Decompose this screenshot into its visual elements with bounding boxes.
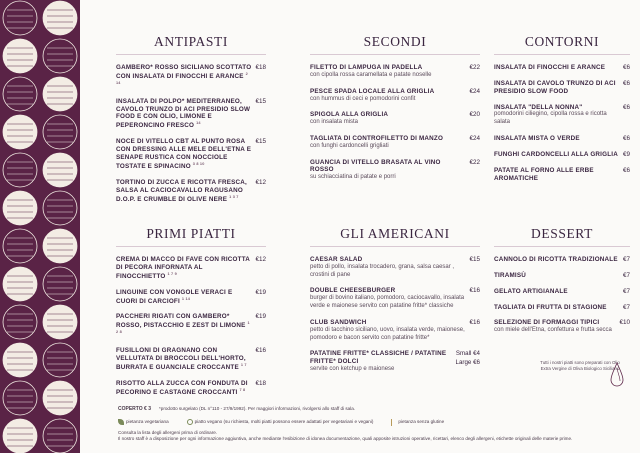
primi-menu-item	[116, 313, 266, 339]
secondi-menu-item	[310, 111, 480, 127]
menu-item-name-text: INSALATA DI CAVOLO TRUNZO DI ACI PRESIDIO SLOW FOOD	[494, 79, 616, 95]
allergen-codes: 1 14	[181, 296, 191, 301]
secondi-title: SECONDI	[310, 34, 480, 55]
menu-item-name-text: LINGUINE CON VONGOLE VERACI E CUORI DI CARCIOFI	[116, 288, 233, 305]
menu-item-text	[116, 256, 251, 281]
menu-item-name	[310, 135, 443, 143]
menu-item-name-text: NOCE DI VITELLO CBT AL PUNTO ROSA CON DRESSING ALLE MELE DELL'ETNA E SENAPE RUSTICA CON NOCCIOLE TOSTATE E SPINACINO	[116, 138, 252, 170]
menu-item-text	[494, 319, 612, 335]
dessert-menu-item	[494, 256, 630, 264]
menu-item-name-text: INSALATA "DELLA NONNA"	[494, 103, 583, 111]
menu-item-price: €15	[255, 97, 266, 105]
menu-item-name	[116, 256, 251, 281]
menu-item-name	[310, 319, 465, 327]
menu-item-name-text: SELEZIONE DI FORMAGGI TIPICI	[494, 319, 600, 327]
menu-item-price: €6	[622, 166, 630, 174]
menu-item-price: €22	[469, 158, 480, 166]
menu-item-name	[310, 256, 465, 264]
menu-item-name	[494, 167, 619, 183]
menu-item-name	[310, 350, 452, 366]
menu-item-text	[310, 111, 388, 127]
menu-item-price: €12	[255, 256, 266, 263]
menu-item-price: €12	[255, 178, 266, 186]
menu-item-name-text: CAESAR SALAD	[310, 256, 363, 263]
menu-item-price: €15	[469, 256, 480, 263]
antipasti-title: ANTIPASTI	[116, 34, 266, 55]
menu-item-name	[494, 135, 580, 143]
menu-item-description: servite con ketchup e maionese	[310, 366, 395, 373]
menu-item-name-text: PESCE SPADA LOCALE ALLA GRIGLIA	[310, 87, 435, 95]
contorni-title: CONTORNI	[494, 34, 630, 55]
menu-item-name	[494, 151, 618, 159]
menu-item-text	[116, 179, 251, 204]
size-label: Large	[455, 358, 472, 366]
menu-item-price: €7	[622, 271, 630, 279]
secondi-menu-item	[310, 88, 480, 104]
menu-item-name-text: TAGLIATA DI FRUTTA DI STAGIONE	[494, 303, 607, 311]
menu-item-price: €9	[622, 150, 630, 158]
menu-item-price: €24	[469, 87, 480, 95]
menu-item-text	[116, 98, 251, 131]
menu-item-name	[494, 64, 605, 72]
menu-item-name-text: GUANCIA DI VITELLO BRASATA AL VINO ROSSO	[310, 158, 441, 174]
legend-vegan: piatto vegano (su richiesta, molti piatti possono essere adattati per vegetariani e vegani)	[187, 419, 374, 426]
menu-item-price: €20	[469, 111, 480, 119]
frozen-note: *prodotto surgelato (DL n°110 - 27/9/1992). Per maggiori informazioni, rivolgersi allo staff di sala.	[158, 406, 356, 412]
antipasti-menu-item	[116, 138, 266, 171]
menu-item-name	[116, 98, 251, 131]
olive-oil-note: Tutti i nostri piatti sono preparati con Olio Extra Vergine di Oliva Biologico Siciliano	[540, 360, 620, 372]
menu-item-name-text: TAGLIATA DI CONTROFILETTO DI MANZO	[310, 134, 444, 142]
antipasti-section	[116, 34, 266, 212]
menu-item-price: €10	[619, 319, 630, 327]
secondi-menu-item	[310, 135, 480, 151]
menu-item-name-text: SPIGOLA ALLA GRIGLIA	[310, 111, 389, 119]
menu-item-description: con hummus di ceci e pomodorini confit	[310, 95, 416, 102]
menu-item-name	[310, 111, 388, 119]
allergen-codes: 1 2 8	[116, 321, 250, 335]
dessert-section	[494, 226, 630, 343]
allergen-codes: 14	[196, 121, 201, 126]
contorni-menu-item	[494, 80, 630, 96]
menu-item-text	[310, 287, 465, 310]
menu-footer	[118, 406, 628, 443]
menu-item-price: €15	[255, 138, 266, 146]
menu-item-text	[494, 167, 619, 183]
menu-item-description: su schiacciatina di patate e porri	[310, 174, 396, 181]
menu-item-text	[494, 104, 619, 127]
olive-oil-drop-icon	[610, 362, 624, 390]
menu-item-name	[116, 313, 251, 339]
menu-item-price: €6	[622, 79, 630, 87]
gluten-free-icon	[391, 419, 396, 426]
menu-item-name	[310, 159, 465, 175]
allergen-codes: 1 7 9	[167, 271, 177, 276]
dessert-menu-item	[494, 288, 630, 296]
size-prices	[456, 350, 480, 367]
menu-item-text	[310, 319, 465, 342]
menu-item-name-text: INSALATA DI FINOCCHI E ARANCE	[494, 64, 606, 71]
contorni-menu-item	[494, 64, 630, 72]
primi-menu-item	[116, 289, 266, 306]
menu-item-description: con cipolla rossa caramellata e patate noselle	[310, 71, 432, 78]
diet-legend	[118, 419, 628, 426]
secondi-menu-item	[310, 64, 480, 80]
vegetarian-leaf-icon	[118, 419, 124, 425]
menu-item-text	[310, 159, 465, 183]
allergen-note-1: Consulta la lista degli allergeni prima di ordinare.	[118, 429, 218, 435]
menu-item-price: €7	[622, 303, 630, 311]
contorni-menu-item	[494, 151, 630, 159]
menu-item-description: burger di bovino italiano, pomodoro, caciocavallo, insalata verde e maionese servito con patatine fritte* classiche	[310, 295, 465, 310]
primi-menu-item	[116, 380, 266, 397]
menu-item-price: €16	[469, 287, 480, 295]
menu-item-text	[310, 135, 443, 151]
menu-item-name	[494, 256, 618, 264]
menu-item-text	[310, 64, 431, 80]
americani-menu-item	[310, 319, 480, 342]
menu-item-text	[116, 313, 251, 339]
americani-title: GLI AMERICANI	[310, 226, 480, 247]
primi-section	[116, 226, 266, 405]
americani-menu-item	[310, 287, 480, 310]
americani-section	[310, 226, 480, 382]
menu-item-text	[494, 256, 618, 264]
menu-item-price: €18	[255, 64, 266, 71]
menu-item-name-text: PACCHERI RIGATI CON GAMBERO* ROSSO, PISTACCHIO E ZEST DI LIMONE	[116, 313, 246, 330]
allergen-codes: 2 14	[116, 71, 248, 85]
menu-item-text	[116, 64, 251, 90]
menu-item-price: €18	[255, 379, 266, 387]
primi-menu-item	[116, 256, 266, 281]
menu-item-text	[494, 151, 618, 159]
menu-item-name-text: FUSILLONI DI GRAGNANO CON VELLUTATA DI BROCCOLI DELL'HORTO, BURRATA E GUANCIALE CROCCANTE	[116, 347, 246, 372]
menu-item-name	[494, 319, 612, 327]
menu-item-name-text: DOUBLE CHEESEBURGER	[310, 287, 396, 295]
menu-item-text	[494, 288, 568, 296]
menu-item-text	[494, 304, 607, 312]
menu-item-text	[494, 64, 605, 72]
legend-gluten-free: pietanza senza glutine	[391, 419, 444, 426]
size-label: Small	[455, 350, 472, 358]
menu-item-name	[310, 88, 434, 96]
menu-item-text	[116, 289, 251, 306]
menu-item-text	[494, 80, 619, 96]
primi-menu-item	[116, 347, 266, 372]
menu-item-name	[494, 288, 568, 296]
coperto-label: COPERTO € 3	[118, 406, 151, 412]
menu-item-name-text: GELATO ARTIGIANALE	[494, 287, 568, 295]
menu-item-name	[116, 138, 251, 171]
menu-item-text	[494, 272, 526, 280]
secondi-section	[310, 34, 480, 190]
menu-item-name	[494, 272, 526, 280]
allergen-codes: 7 8	[239, 387, 246, 392]
menu-item-description: con miele dell'Etna, confettura e frutta secca	[494, 327, 612, 334]
menu-item-name	[116, 289, 251, 306]
contorni-menu-item	[494, 135, 630, 143]
menu-item-price: €7	[622, 287, 630, 295]
antipasti-menu-item	[116, 179, 266, 204]
menu-item-price: €24	[469, 134, 480, 142]
menu-item-text	[310, 350, 452, 374]
menu-item-name-text: FILETTO DI LAMPUGA IN PADELLA	[310, 64, 423, 71]
menu-item-name-text: GAMBERO* ROSSO SICILIANO SCOTTATO CON INSALATA DI FINOCCHI E ARANCE	[116, 64, 252, 80]
primi-title: PRIMI PIATTI	[116, 226, 266, 247]
menu-item-price: €6	[622, 64, 630, 71]
size-price	[456, 359, 480, 367]
menu-item-text	[116, 380, 251, 397]
menu-item-price: €16	[255, 347, 266, 355]
americani-menu-item	[310, 256, 480, 279]
menu-item-name-text: INSALATA DI POLPO* MEDITERRANEO, CAVOLO TRUNZO DI ACI PRESIDIO SLOW FOOD E CON OLIO, LIMONE E PEPERONCINO FRESCO	[116, 97, 251, 130]
dessert-menu-item	[494, 272, 630, 280]
menu-item-description: con insalata mista	[310, 119, 359, 126]
menu-item-name-text: TORTINO DI ZUCCA E RICOTTA FRESCA, SALSA AL CACIOCAVALLO RAGUSANO D.O.P. E CRUMBLE DI OLIVE NERE	[116, 178, 247, 203]
menu-item-name-text: CLUB SANDWICH	[310, 318, 367, 326]
menu-item-price: €6	[622, 135, 630, 143]
menu-item-name-text: PATATE AL FORNO ALLE ERBE AROMATICHE	[494, 166, 594, 182]
menu-item-text	[116, 138, 251, 171]
menu-item-name-text: RISOTTO ALLA ZUCCA CON FONDUTA DI PECORINO E CASTAGNE CROCCANTI	[116, 379, 248, 396]
menu-item-name	[116, 179, 251, 204]
menu-item-price: €7	[622, 256, 630, 263]
menu-item-price: €19	[255, 313, 266, 321]
legend-vegetarian: pietanza vegetariana	[118, 419, 169, 426]
contorni-section	[494, 34, 630, 190]
secondi-menu-item	[310, 159, 480, 183]
menu-item-text	[310, 88, 434, 104]
menu-item-name-text: CANNOLO DI RICOTTA TRADIZIONALE	[494, 256, 618, 263]
allergen-note-2: Il nostro staff è a disposizione per ogni informazione aggiuntiva, anche mediante l'esibizione di idonea documentazione, quali apposite istruzioni operative, ricettari, elenco degli allergeni, etichette originali delle materie prime.	[118, 436, 573, 442]
menu-item-price: €19	[255, 288, 266, 296]
antipasti-menu-item	[116, 64, 266, 90]
antipasti-menu-item	[116, 98, 266, 131]
menu-item-description: pomodorini ciliegino, cipolla rossa e ricotta salata	[494, 111, 607, 126]
menu-item-description: petto di tacchino siciliano, uovo, insalata verde, maionese, pomodoro e bacon servito con patatine fritte*	[310, 326, 465, 341]
decorative-pattern-band	[0, 0, 80, 453]
menu-item-price: €6	[622, 103, 630, 111]
americani-menu-item	[310, 350, 480, 374]
menu-item-name	[310, 287, 465, 295]
menu-item-name-text: INSALATA MISTA O VERDE	[494, 135, 580, 143]
menu-item-name-text: FUNGHI CARDONCELLI ALLA GRIGLIA	[494, 150, 618, 158]
menu-item-name	[116, 380, 251, 397]
size-price-value: €4	[473, 350, 480, 358]
menu-item-name	[494, 304, 607, 312]
menu-item-name-text: TIRAMISÙ	[494, 271, 527, 279]
contorni-menu-item	[494, 167, 630, 183]
vegan-icon	[187, 419, 193, 425]
dessert-title: DESSERT	[494, 226, 630, 247]
dessert-menu-item	[494, 304, 630, 312]
menu-item-name	[494, 80, 619, 96]
menu-item-text	[116, 347, 251, 372]
menu-item-text	[310, 256, 465, 279]
menu-item-price: €16	[469, 318, 480, 326]
size-price	[456, 350, 480, 358]
allergen-codes: 3 8 10	[192, 161, 205, 166]
menu-item-name	[494, 104, 619, 112]
allergen-codes: 1 3 7	[229, 194, 239, 199]
dessert-menu-item	[494, 319, 630, 335]
menu-item-price: €22	[469, 64, 480, 71]
size-price-value: €6	[473, 358, 480, 366]
menu-item-name	[116, 347, 251, 372]
menu-item-text	[494, 135, 580, 143]
allergen-codes: 1 7	[240, 362, 247, 367]
contorni-menu-item	[494, 104, 630, 127]
menu-item-name-text: PATATINE FRITTE* CLASSICHE / PATATINE FRITTE* DOLCI	[310, 350, 447, 366]
menu-item-description: petto di pollo, insalata trocadero, grana, salsa caesar , crostini di pane	[310, 263, 455, 278]
menu-item-name-text: CREMA DI MACCO DI FAVE CON RICOTTA DI PECORA INFORNATA AL FINOCCHIETTO	[116, 256, 250, 280]
menu-item-description: con funghi cardoncelli grigliati	[310, 142, 389, 149]
menu-item-name	[310, 64, 431, 72]
menu-item-name	[116, 64, 251, 90]
